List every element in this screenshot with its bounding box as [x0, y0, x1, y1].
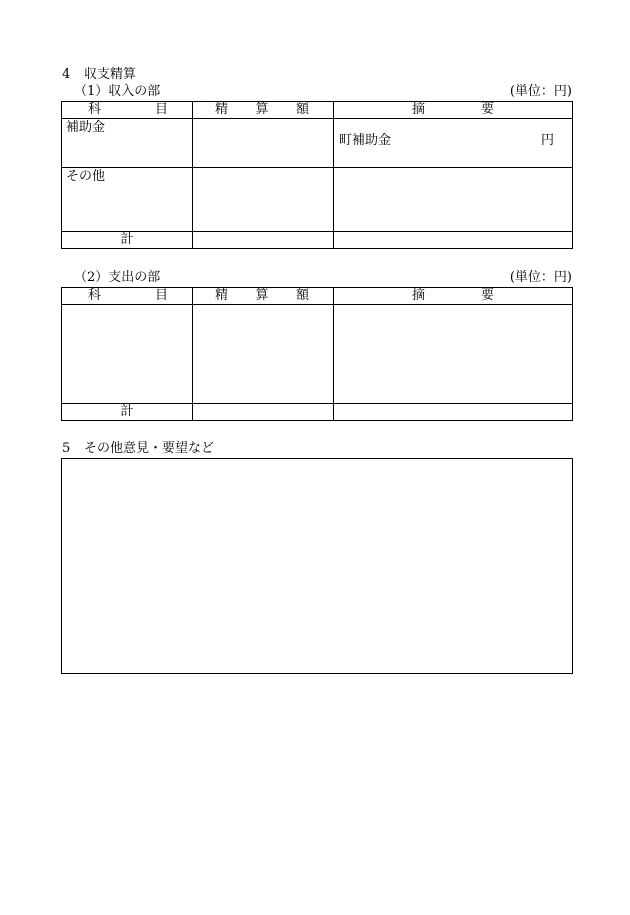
- table-row: [62, 119, 573, 168]
- table-row: [62, 168, 573, 232]
- item-cell[interactable]: [62, 305, 193, 404]
- total-memo-cell[interactable]: [334, 404, 573, 421]
- section-5-title: その他意見・要望など: [84, 441, 215, 456]
- expense-unit-label: (単位：円): [509, 270, 572, 285]
- income-total-row: [62, 232, 573, 249]
- memo-cell[interactable]: [334, 119, 573, 168]
- income-subheading: （1）収入の部: [74, 84, 161, 99]
- expense-table: [61, 287, 573, 421]
- amount-cell[interactable]: [193, 119, 334, 168]
- memo-cell[interactable]: [334, 168, 573, 232]
- header-seisan-gaku: 精 算 額: [193, 288, 334, 305]
- total-amount-cell[interactable]: [193, 232, 334, 249]
- total-label: 計: [62, 232, 193, 249]
- item-cell[interactable]: 補助金: [62, 119, 193, 168]
- total-memo-cell[interactable]: [334, 232, 573, 249]
- expense-table-header-row: [62, 288, 573, 305]
- memo-label: 町補助金: [339, 133, 392, 148]
- section-4-number: 4: [62, 67, 71, 82]
- amount-cell[interactable]: [193, 168, 334, 232]
- income-unit-label: (単位：円): [509, 84, 572, 99]
- header-seisan-gaku: 精 算 額: [193, 102, 334, 119]
- opinion-input-box[interactable]: [61, 458, 573, 674]
- header-tekiyo: 摘 要: [334, 288, 573, 305]
- table-row: [62, 305, 573, 404]
- section-4-title: 収支精算: [84, 67, 137, 82]
- amount-cell[interactable]: [193, 305, 334, 404]
- section-5-heading: [62, 441, 214, 457]
- item-cell[interactable]: その他: [62, 168, 193, 232]
- memo-cell[interactable]: [334, 305, 573, 404]
- total-label: 計: [62, 404, 193, 421]
- section-4-heading: [62, 67, 136, 83]
- header-kamoku: 科 目: [62, 288, 193, 305]
- income-table-header-row: [62, 102, 573, 119]
- expense-subheading: （2）支出の部: [74, 270, 161, 285]
- header-tekiyo: 摘 要: [334, 102, 573, 119]
- header-kamoku: 科 目: [62, 102, 193, 119]
- section-5-number: 5: [62, 441, 71, 456]
- memo-unit: 円: [540, 133, 554, 148]
- income-table: [61, 101, 573, 249]
- total-amount-cell[interactable]: [193, 404, 334, 421]
- expense-total-row: [62, 404, 573, 421]
